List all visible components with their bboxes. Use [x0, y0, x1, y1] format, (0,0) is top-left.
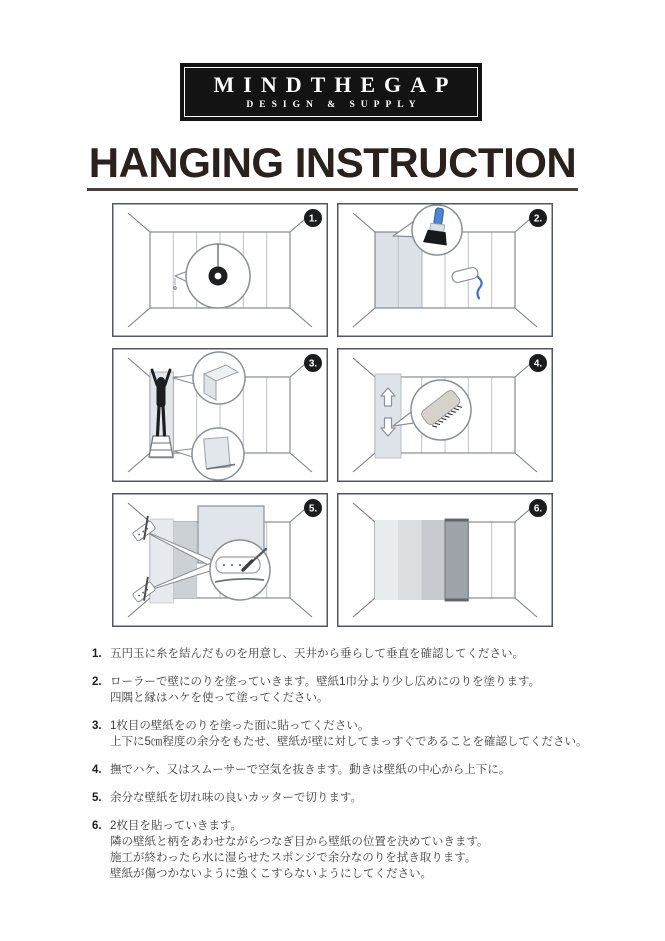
step-4-badge	[529, 354, 547, 372]
step-2-badge	[529, 209, 547, 227]
instruction-text: 2枚目を貼っていきます。	[110, 820, 242, 832]
instruction-text: 余分な壁紙を切れ味の良いカッターで切ります。	[110, 792, 362, 804]
plumb-bob-dot	[174, 287, 177, 290]
wallpaper-strip	[422, 520, 445, 600]
step-2-illustration	[337, 203, 553, 337]
svg-text:6.: 6.	[533, 503, 543, 515]
step-1-illustration	[112, 203, 328, 337]
step-5-illustration	[112, 493, 328, 627]
brand-tagline: DESIGN & SUPPLY	[246, 99, 422, 110]
step-4-illustration	[337, 348, 553, 482]
wallpaper-strip-current	[445, 519, 468, 601]
instruction-text: 1枚目の壁紙をのりを塗った面に貼ってください。	[110, 720, 370, 732]
svg-text:5.: 5.	[308, 503, 318, 515]
five-yen-coin-icon	[209, 267, 228, 286]
instruction-item-4	[92, 762, 597, 778]
instruction-item-2	[92, 674, 597, 706]
instruction-text: 壁紙が傷つかないように強くこすらないようにしてください。	[110, 868, 432, 880]
step-6-panel	[337, 493, 553, 627]
instruction-number: 5.	[92, 792, 102, 804]
instruction-list	[92, 646, 597, 894]
instruction-item-1	[92, 646, 597, 662]
step-5-badge	[304, 499, 322, 517]
step-2-panel	[337, 203, 553, 337]
instruction-text: ローラーで壁にのりを塗っていきます。壁紙1巾分より少し広めにのりを塗ります。	[110, 676, 541, 688]
instruction-text: 上下に5㎝程度の余分をもたせ、壁紙が壁に対してまっすぐであることを確認してください。	[110, 736, 588, 748]
step-6-badge	[529, 499, 547, 517]
instruction-number: 6.	[92, 820, 102, 832]
step-1-panel	[112, 203, 328, 337]
instruction-item-5	[92, 790, 597, 806]
stepladder-icon	[149, 436, 173, 457]
title-underline	[87, 188, 578, 191]
wallpaper-strip	[398, 520, 421, 600]
step-1-badge	[304, 209, 322, 227]
instruction-number: 3.	[92, 720, 102, 732]
instruction-text: 五円玉に糸を結んだものを用意し、天井から垂らして垂直を確認してください。	[110, 648, 524, 660]
step-5-panel	[112, 493, 328, 627]
instruction-item-3	[92, 718, 597, 750]
brand-logo-frame	[184, 67, 478, 117]
step-3-panel	[112, 348, 328, 482]
instruction-number: 4.	[92, 764, 102, 776]
instruction-text: 撫でハケ、又はスムーサーで空気を抜きます。動きは壁紙の中心から上下に。	[110, 764, 511, 776]
page-title: HANGING INSTRUCTION	[88, 139, 577, 186]
brand-name: MINDTHEGAP	[213, 71, 458, 97]
step-3-badge	[304, 354, 322, 372]
instruction-text: 施工が終わったら水に湿らせたスポンジで余分なのりを拭き取ります。	[110, 852, 477, 864]
instruction-number: 2.	[92, 676, 102, 688]
svg-text:2.: 2.	[533, 213, 543, 225]
svg-text:1.: 1.	[308, 213, 318, 225]
instruction-number: 1.	[92, 648, 102, 660]
step-4-panel	[337, 348, 553, 482]
step-3-illustration	[112, 348, 328, 482]
wallpaper-strip	[173, 522, 196, 598]
step-6-illustration	[337, 493, 553, 627]
svg-text:3.: 3.	[308, 358, 318, 370]
brand-logo	[180, 63, 482, 121]
instruction-item-6	[92, 818, 597, 882]
wallpaper-strip	[375, 520, 398, 600]
instruction-text: 隣の壁紙と柄をあわせながらつなぎ目から壁紙の位置を決めていきます。	[110, 836, 489, 848]
svg-text:4.: 4.	[533, 358, 543, 370]
step-illustration-grid	[112, 203, 553, 627]
wallpaper-strip	[375, 374, 401, 458]
instruction-text: 四隅と縁はハケを使って塗ってください。	[110, 692, 329, 704]
